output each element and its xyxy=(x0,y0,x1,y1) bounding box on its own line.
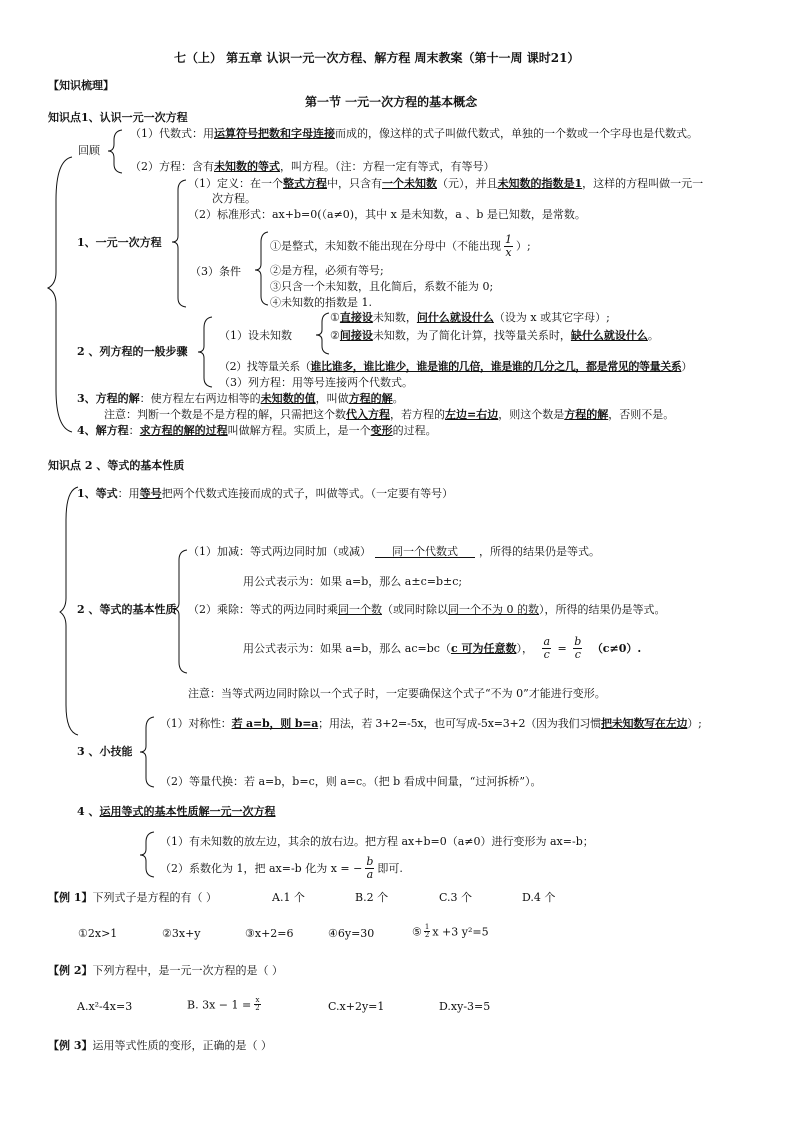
step-2: （2）找等量关系（谁比谁多，谁比谁少，谁是谁的几倍，谁是谁的几分之几，都是常见的等量关系） xyxy=(219,360,693,373)
example-2-option-c: C.x+2y=1 xyxy=(328,1000,385,1013)
example-1-option-b: B.2 个 xyxy=(355,891,389,904)
set-unknown-bracket xyxy=(316,313,329,354)
prop-1-formula: 用公式表示为：如果 a=b，那么 a±c=b±c; xyxy=(243,575,463,588)
review-line-1: （1）代数式：用运算符号把数和字母连接而成的，像这样的式子叫做代数式，单独的一个数或一个字母也是代数式。 xyxy=(130,127,698,140)
example-1-item-2: ②3x+y xyxy=(162,927,201,940)
example-2-option-b: B. 3x − 1 = $\frac{x}{2}$ xyxy=(187,996,260,1013)
review-bracket xyxy=(108,130,122,173)
prop-1: （1）加减：等式两边同时加（或减） 同一个代数式 ，所得的结果仍是等式。 xyxy=(188,545,600,558)
step-1-indirect: ②间接设未知数，为了简化计算，找等量关系时，缺什么就设什么。 xyxy=(330,329,659,342)
step-3: （3）列方程：用等号连接两个代数式。 xyxy=(219,376,413,389)
steps-label: 2 、列方程的一般步骤 xyxy=(77,345,188,358)
condition-label: （3）条件 xyxy=(190,265,241,278)
step-1-direct: ①直接设未知数，问什么就设什么（设为 x 或其它字母）; xyxy=(330,311,610,324)
solution-definition: 3、方程的解：使方程左右两边相等的未知数的值，叫做方程的解。 xyxy=(77,392,404,405)
condition-3: ③只含一个未知数，且化简后，系数不能为 0; xyxy=(270,280,494,293)
example-1-option-a: A.1 个 xyxy=(272,891,305,904)
tip-1: （1）对称性：若 a=b，则 b=a；用法，若 3+2=-5x，也可写成-5x=3+2（因为我们习惯把未知数写在左边）; xyxy=(160,717,702,730)
kp2-main-brace xyxy=(60,487,78,735)
condition-4: ④未知数的指数是 1. xyxy=(270,296,372,309)
condition-bracket xyxy=(255,232,268,305)
kp1-main-brace xyxy=(48,157,72,432)
prop-2: （2）乘除：等式的两边同时乘同一个数（或同时除以同一个不为 0 的数），所得的结果仍是等式。 xyxy=(188,603,666,616)
props-label: 2 、等式的基本性质 xyxy=(77,603,177,616)
example-1-option-d: D.4 个 xyxy=(522,891,556,904)
props-note: 注意：当等式两边同时除以一个式子时，一定要确保这个式子“不为 0”才能进行变形。 xyxy=(188,687,606,700)
example-1-item-1: ①2x>1 xyxy=(78,927,118,940)
equation-definition: 1、等式：用等号把两个代数式连接而成的式子，叫做等式。（一定要有等号） xyxy=(77,487,454,500)
page-title: 七（上） 第五章 认识一元一次方程、解方程 周末教案（第十一周 课时21） xyxy=(174,51,580,65)
condition-2: ②是方程，必须有等号; xyxy=(270,264,384,277)
example-1-item-3: ③x+2=6 xyxy=(245,927,294,940)
steps-bracket xyxy=(198,317,212,387)
review-line-2: （2）方程：含有未知数的等式，叫方程。（注：方程一定有等式，有等号） xyxy=(130,160,495,173)
section-title: 第一节 一元一次方程的基本概念 xyxy=(305,95,478,109)
review-label: 回顾 xyxy=(78,144,100,157)
tips-label: 3 、小技能 xyxy=(77,745,133,758)
example-1-item-4: ④6y=30 xyxy=(328,927,375,940)
example-1-option-c: C.3 个 xyxy=(439,891,473,904)
example-2-question: 【例 2】下列方程中，是一元一次方程的是（ ） xyxy=(48,964,283,977)
tips-bracket xyxy=(140,717,154,787)
example-2-option-d: D.xy-3=5 xyxy=(439,1000,491,1013)
tip-2: （2）等量代换：若 a=b，b=c，则 a=c。（把 b 看成中间量，“过河拆桥”）。 xyxy=(160,775,542,788)
kp1-title: 知识点1、认识一元一次方程 xyxy=(48,111,188,124)
apply-rule-1: （1）有未知数的放左边，其余的放右边。把方程 ax+b=0（a≠0）进行变形为 ax=-b； xyxy=(160,835,594,848)
linear-def-line-1: （1）定义：在一个整式方程中，只含有一个未知数（元），并且未知数的指数是1，这样的方程叫做一元一 xyxy=(188,177,704,190)
solving-definition: 4、解方程：求方程的解的过程叫做解方程。实质上，是一个变形的过程。 xyxy=(77,424,437,437)
example-1-item-5: ⑤ $\frac{1}{2}$ x +3 y²=5 xyxy=(412,923,489,940)
condition-1: ①是整式，未知数不能出现在分母中（不能出现 $\frac{1}{x}$ ）; xyxy=(270,233,531,260)
step-1-label: （1）设未知数 xyxy=(219,329,292,342)
apply-title: 4 、运用等式的基本性质解一元一次方程 xyxy=(77,805,276,818)
solution-note: 注意：判断一个数是不是方程的解，只需把这个数代入方程，若方程的左边=右边，则这个数是方程的解，否则不是。 xyxy=(104,408,675,421)
example-2-option-a: A.x²-4x=3 xyxy=(77,1000,133,1013)
example-1-question: 【例 1】下列式子是方程的有（ ） xyxy=(48,891,217,904)
apply-rule-2: （2）系数化为 1，把 ax=-b 化为 x = − $\frac{b}{a}$ 即可. xyxy=(160,855,403,882)
kp2-title: 知识点 2 、等式的基本性质 xyxy=(48,459,185,472)
knowledge-review-tag: 【知识梳理】 xyxy=(48,79,114,92)
apply-bracket xyxy=(140,832,154,877)
standard-form: （2）标准形式：ax+b=0(（a≠0)，其中 x 是未知数，a 、b 是已知数，是常数。 xyxy=(188,208,586,221)
example-3-question: 【例 3】运用等式性质的变形，正确的是（ ） xyxy=(48,1039,272,1052)
linear-eq-label: 1、一元一次方程 xyxy=(77,236,162,249)
prop-2-formula: 用公式表示为：如果 a=b，那么 ac=bc（c 可为任意数）， $\frac{a}{c}$ = $\frac{b}{c}$ （c≠0）. xyxy=(243,635,642,662)
linear-bracket xyxy=(172,180,186,307)
linear-def-line-2: 次方程。 xyxy=(212,192,256,205)
